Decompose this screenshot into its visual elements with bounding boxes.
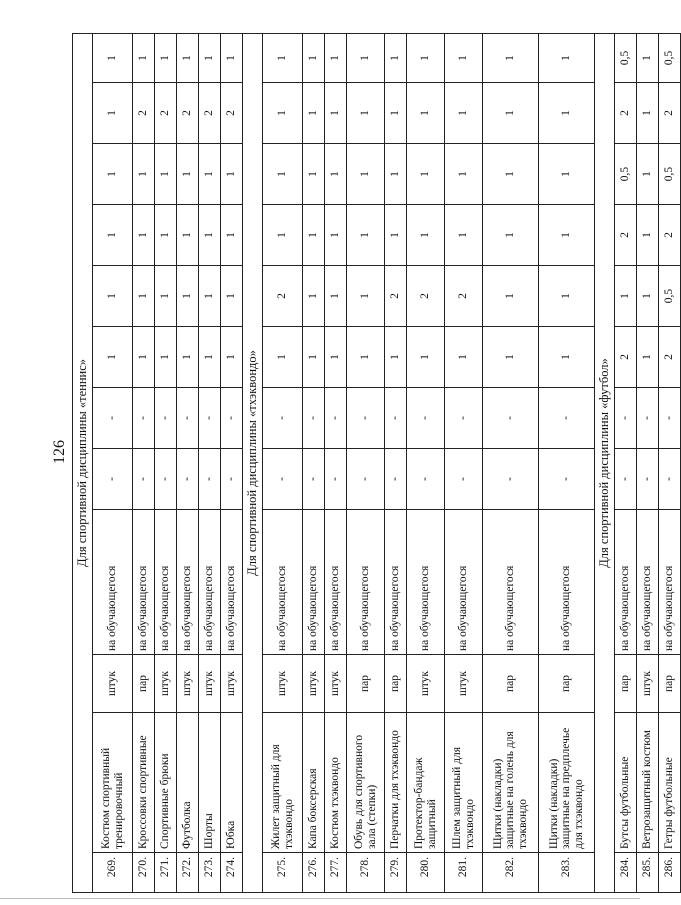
quantity-cell: 1 [199, 327, 221, 388]
quantity-cell: 1 [483, 266, 539, 327]
quantity-cell: 1 [263, 205, 303, 266]
unit-cell: штук [303, 655, 325, 713]
quantity-cell: - [407, 388, 445, 449]
quantity-cell: 1 [385, 83, 407, 144]
quantity-cell: 1 [347, 33, 385, 82]
quantity-cell: 1 [539, 144, 595, 205]
quantity-cell: - [385, 449, 407, 510]
quantity-cell: 1 [177, 266, 199, 327]
quantity-cell: 1 [539, 33, 595, 82]
quantity-cell: - [483, 449, 539, 510]
quantity-cell: 1 [385, 327, 407, 388]
quantity-cell: 1 [347, 205, 385, 266]
item-name: Гетры футбольные [659, 713, 681, 853]
quantity-cell: - [637, 388, 659, 449]
unit-cell: пар [615, 655, 637, 713]
quantity-cell: - [347, 388, 385, 449]
section-header-row [243, 33, 263, 892]
quantity-cell: 1 [483, 205, 539, 266]
item-name: Обувь для спортивного зала (степки) [347, 713, 385, 853]
quantity-cell: 1 [133, 327, 155, 388]
quantity-cell: 1 [637, 266, 659, 327]
quantity-cell: 1 [177, 144, 199, 205]
per-cell: на обучающегося [155, 510, 177, 655]
quantity-cell: - [221, 388, 243, 449]
equipment-table [72, 33, 681, 893]
quantity-cell: 1 [483, 327, 539, 388]
quantity-cell: - [385, 388, 407, 449]
quantity-cell: 1 [445, 327, 483, 388]
quantity-cell: 1 [615, 266, 637, 327]
unit-cell: пар [483, 655, 539, 713]
quantity-cell: 1 [93, 327, 133, 388]
per-cell: на обучающегося [93, 510, 133, 655]
quantity-cell: 1 [93, 83, 133, 144]
quantity-cell: 1 [539, 205, 595, 266]
item-number: 281. [445, 853, 483, 893]
quantity-cell: 2 [615, 205, 637, 266]
quantity-cell: - [445, 388, 483, 449]
unit-cell: штук [445, 655, 483, 713]
quantity-cell: 1 [445, 83, 483, 144]
quantity-cell: - [303, 388, 325, 449]
per-cell: на обучающегося [303, 510, 325, 655]
quantity-cell: 0,5 [659, 33, 681, 82]
quantity-cell: 1 [407, 33, 445, 82]
quantity-cell: - [615, 388, 637, 449]
per-cell: на обучающегося [385, 510, 407, 655]
quantity-cell: 1 [637, 205, 659, 266]
quantity-cell: 2 [133, 83, 155, 144]
quantity-cell: 1 [385, 33, 407, 82]
section-header-row [73, 33, 93, 892]
quantity-cell: 1 [155, 266, 177, 327]
item-number: 286. [659, 853, 681, 893]
quantity-cell: 1 [199, 266, 221, 327]
per-cell: на обучающегося [659, 510, 681, 655]
unit-cell: штук [637, 655, 659, 713]
item-number: 282. [483, 853, 539, 893]
quantity-cell: 2 [199, 83, 221, 144]
quantity-cell: 1 [303, 33, 325, 82]
quantity-cell: 1 [93, 33, 133, 82]
item-number: 285. [637, 853, 659, 893]
per-cell: на обучающегося [177, 510, 199, 655]
quantity-cell: - [133, 388, 155, 449]
unit-cell: штук [221, 655, 243, 713]
quantity-cell: 1 [325, 266, 347, 327]
quantity-cell: - [133, 449, 155, 510]
quantity-cell: - [407, 449, 445, 510]
quantity-cell: 0,5 [615, 144, 637, 205]
quantity-cell: 1 [221, 33, 243, 82]
quantity-cell: 2 [659, 205, 681, 266]
quantity-cell: - [177, 449, 199, 510]
section-title: Для спортивной дисциплины «теннис» [73, 33, 93, 892]
item-name: Шлем защитный для тхэквондо [445, 713, 483, 853]
section-title: Для спортивной дисциплины «тхэквондо» [243, 33, 263, 892]
quantity-cell: - [155, 388, 177, 449]
quantity-cell: 1 [199, 205, 221, 266]
quantity-cell: 2 [659, 83, 681, 144]
quantity-cell: - [615, 449, 637, 510]
item-name: Бутсы футбольные [615, 713, 637, 853]
quantity-cell: 1 [325, 33, 347, 82]
unit-cell: штук [263, 655, 303, 713]
quantity-cell: 1 [347, 266, 385, 327]
quantity-cell: 2 [221, 83, 243, 144]
item-name: Перчатки для тхэквондо [385, 713, 407, 853]
quantity-cell: - [177, 388, 199, 449]
quantity-cell: - [93, 388, 133, 449]
table-row [177, 33, 199, 892]
quantity-cell: 1 [155, 33, 177, 82]
item-name: Щитки (накладки) защитные на предплечье для тхэквондо [539, 713, 595, 853]
table-row [539, 33, 595, 892]
quantity-cell: 1 [483, 144, 539, 205]
per-cell: на обучающегося [539, 510, 595, 655]
quantity-cell: 1 [347, 327, 385, 388]
item-number: 271. [155, 853, 177, 893]
quantity-cell: 1 [637, 144, 659, 205]
item-number: 274. [221, 853, 243, 893]
quantity-cell: 2 [659, 327, 681, 388]
quantity-cell: 1 [445, 205, 483, 266]
quantity-cell: 2 [615, 327, 637, 388]
per-cell: на обучающегося [483, 510, 539, 655]
item-number: 277. [325, 853, 347, 893]
per-cell: на обучающегося [221, 510, 243, 655]
table-row [93, 33, 133, 892]
quantity-cell: - [539, 388, 595, 449]
quantity-cell: 1 [407, 327, 445, 388]
quantity-cell: - [155, 449, 177, 510]
item-name: Шорты [199, 713, 221, 853]
quantity-cell: 1 [177, 327, 199, 388]
item-name: Спортивные брюки [155, 713, 177, 853]
table-row [659, 33, 681, 892]
unit-cell: пар [385, 655, 407, 713]
quantity-cell: 1 [263, 83, 303, 144]
item-number: 272. [177, 853, 199, 893]
quantity-cell: - [199, 388, 221, 449]
equipment-table-wrapper [72, 33, 676, 893]
section-header-row [595, 33, 615, 892]
quantity-cell: 1 [263, 327, 303, 388]
item-name: Капа боксерская [303, 713, 325, 853]
quantity-cell: 1 [483, 33, 539, 82]
item-number: 279. [385, 853, 407, 893]
quantity-cell: 2 [263, 266, 303, 327]
quantity-cell: 1 [155, 205, 177, 266]
table-row [615, 33, 637, 892]
unit-cell: пар [133, 655, 155, 713]
quantity-cell: 1 [221, 327, 243, 388]
quantity-cell: 1 [303, 266, 325, 327]
quantity-cell: 1 [133, 266, 155, 327]
quantity-cell: 1 [325, 144, 347, 205]
per-cell: на обучающегося [325, 510, 347, 655]
item-number: 278. [347, 853, 385, 893]
quantity-cell: 2 [177, 83, 199, 144]
quantity-cell: 2 [615, 83, 637, 144]
per-cell: на обучающегося [199, 510, 221, 655]
per-cell: на обучающегося [133, 510, 155, 655]
per-cell: на обучающегося [615, 510, 637, 655]
quantity-cell: 2 [385, 266, 407, 327]
quantity-cell: 1 [155, 327, 177, 388]
item-name: Жилет защитный для тхэквондо [263, 713, 303, 853]
table-row [325, 33, 347, 892]
quantity-cell: 1 [303, 205, 325, 266]
quantity-cell: - [263, 388, 303, 449]
table-row [263, 33, 303, 892]
quantity-cell: 1 [539, 327, 595, 388]
quantity-cell: - [659, 449, 681, 510]
quantity-cell: 2 [407, 266, 445, 327]
item-name: Щитки (накладки) защитные на голень для тхэквондо [483, 713, 539, 853]
quantity-cell: 1 [347, 83, 385, 144]
quantity-cell: 0,5 [659, 266, 681, 327]
quantity-cell: 1 [637, 33, 659, 82]
quantity-cell: 1 [637, 83, 659, 144]
item-number: 270. [133, 853, 155, 893]
quantity-cell: 1 [221, 144, 243, 205]
table-row [347, 33, 385, 892]
item-number: 284. [615, 853, 637, 893]
table-row [221, 33, 243, 892]
quantity-cell: 1 [133, 205, 155, 266]
quantity-cell: 1 [539, 266, 595, 327]
quantity-cell: 1 [483, 83, 539, 144]
quantity-cell: 1 [637, 327, 659, 388]
quantity-cell: 1 [221, 205, 243, 266]
unit-cell: штук [325, 655, 347, 713]
quantity-cell: 1 [445, 33, 483, 82]
quantity-cell: 1 [177, 33, 199, 82]
item-name: Костюм тхэквондо [325, 713, 347, 853]
table-row [637, 33, 659, 892]
item-name: Костюм спортивный тренировочный [93, 713, 133, 853]
quantity-cell: 1 [303, 83, 325, 144]
unit-cell: штук [93, 655, 133, 713]
quantity-cell: - [325, 449, 347, 510]
item-number: 276. [303, 853, 325, 893]
item-name: Юбка [221, 713, 243, 853]
quantity-cell: - [347, 449, 385, 510]
section-title: Для спортивной дисциплины «футбол» [595, 33, 615, 892]
quantity-cell: 1 [385, 144, 407, 205]
item-name: Протектор-бандаж защитный [407, 713, 445, 853]
quantity-cell: 1 [263, 144, 303, 205]
quantity-cell: 0,5 [615, 33, 637, 82]
quantity-cell: 1 [347, 144, 385, 205]
quantity-cell: 1 [199, 144, 221, 205]
quantity-cell: 1 [221, 266, 243, 327]
per-cell: на обучающегося [263, 510, 303, 655]
item-name: Кроссовки спортивные [133, 713, 155, 853]
table-row [483, 33, 539, 892]
table-row [303, 33, 325, 892]
per-cell: на обучающегося [445, 510, 483, 655]
unit-cell: штук [407, 655, 445, 713]
quantity-cell: - [637, 449, 659, 510]
quantity-cell: 1 [539, 83, 595, 144]
quantity-cell: 1 [93, 266, 133, 327]
quantity-cell: 1 [93, 205, 133, 266]
quantity-cell: 2 [155, 83, 177, 144]
table-row [199, 33, 221, 892]
quantity-cell: 1 [263, 33, 303, 82]
table-row [155, 33, 177, 892]
unit-cell: штук [199, 655, 221, 713]
quantity-cell: - [483, 388, 539, 449]
quantity-cell: - [539, 449, 595, 510]
item-number: 273. [199, 853, 221, 893]
quantity-cell: 1 [133, 144, 155, 205]
quantity-cell: 1 [155, 144, 177, 205]
unit-cell: штук [177, 655, 199, 713]
unit-cell: пар [347, 655, 385, 713]
quantity-cell: 1 [303, 144, 325, 205]
quantity-cell: - [325, 388, 347, 449]
quantity-cell: 1 [325, 327, 347, 388]
item-number: 269. [93, 853, 133, 893]
quantity-cell: - [303, 449, 325, 510]
quantity-cell: 1 [325, 205, 347, 266]
quantity-cell: - [445, 449, 483, 510]
quantity-cell: 2 [445, 266, 483, 327]
table-row [407, 33, 445, 892]
table-row [133, 33, 155, 892]
quantity-cell: 1 [133, 33, 155, 82]
item-name: Ветрозащитный костюм [637, 713, 659, 853]
quantity-cell: - [221, 449, 243, 510]
quantity-cell: 1 [407, 144, 445, 205]
scan-edge [0, 898, 640, 899]
quantity-cell: 1 [177, 205, 199, 266]
quantity-cell: 1 [199, 33, 221, 82]
quantity-cell: 1 [385, 205, 407, 266]
quantity-cell: - [263, 449, 303, 510]
quantity-cell: 1 [407, 83, 445, 144]
quantity-cell: - [199, 449, 221, 510]
item-number: 275. [263, 853, 303, 893]
unit-cell: штук [155, 655, 177, 713]
item-number: 280. [407, 853, 445, 893]
table-row [385, 33, 407, 892]
item-number: 283. [539, 853, 595, 893]
per-cell: на обучающегося [407, 510, 445, 655]
unit-cell: пар [539, 655, 595, 713]
page-number: 126 [51, 440, 68, 464]
quantity-cell: 1 [407, 205, 445, 266]
quantity-cell: 1 [93, 144, 133, 205]
per-cell: на обучающегося [347, 510, 385, 655]
quantity-cell: 1 [445, 144, 483, 205]
table-row [445, 33, 483, 892]
quantity-cell: 0,5 [659, 144, 681, 205]
per-cell: на обучающегося [637, 510, 659, 655]
quantity-cell: - [659, 388, 681, 449]
quantity-cell: 1 [325, 83, 347, 144]
quantity-cell: 1 [303, 327, 325, 388]
unit-cell: пар [659, 655, 681, 713]
quantity-cell: - [93, 449, 133, 510]
item-name: Футболка [177, 713, 199, 853]
